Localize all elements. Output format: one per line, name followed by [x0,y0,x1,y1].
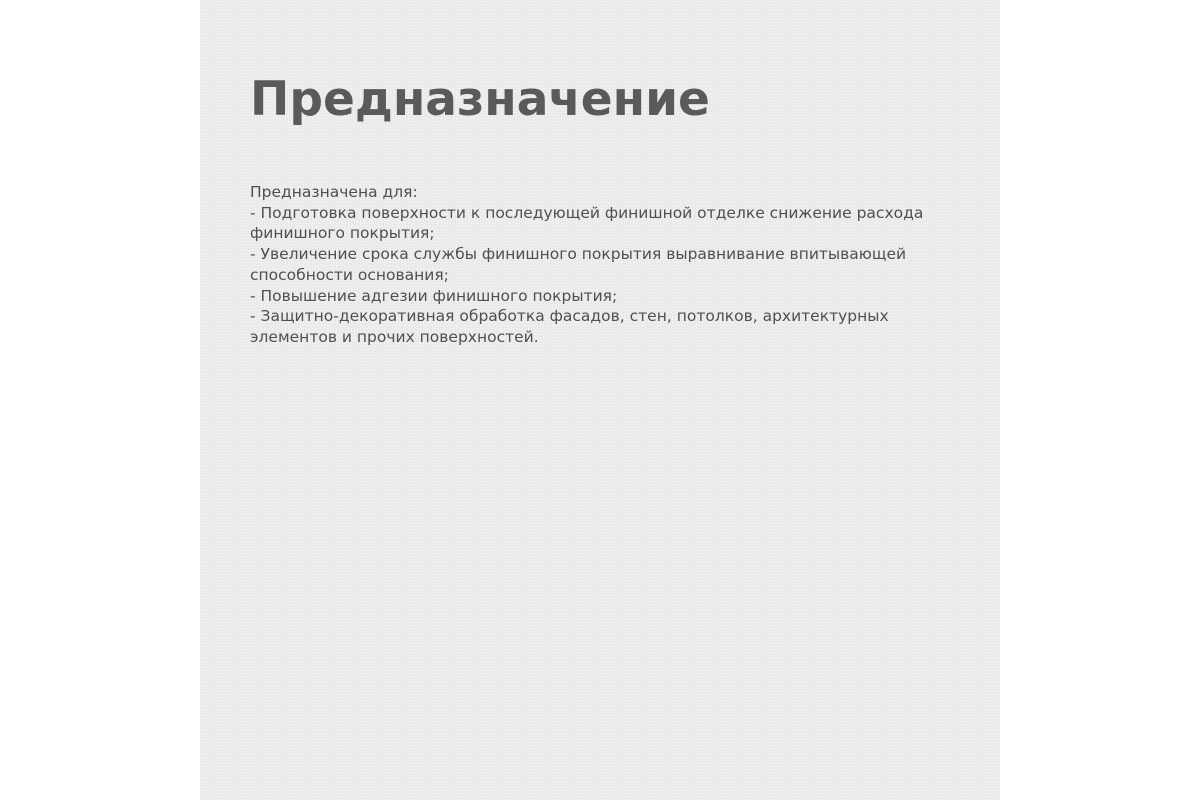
purpose-description [250,182,970,348]
description-line: - Повышение адгезии финишного покрытия; [250,286,618,305]
description-intro: Предназначена для: [250,183,418,201]
description-line: - Увеличение срока службы финишного покрытия выравнивание впитывающей [250,245,907,264]
description-line: - Защитно-декоративная обработка фасадов, стен, потолков, архитектурных [250,307,889,326]
description-line: - Подготовка поверхности к последующей финишной отделке снижение расхода [250,203,924,222]
description-line: элементов и прочих поверхностей. [250,327,539,346]
description-line: способности основания; [250,265,449,284]
description-line: финишного покрытия; [250,224,435,243]
page-title: Предназначение [250,72,710,127]
content-card [200,0,1000,800]
